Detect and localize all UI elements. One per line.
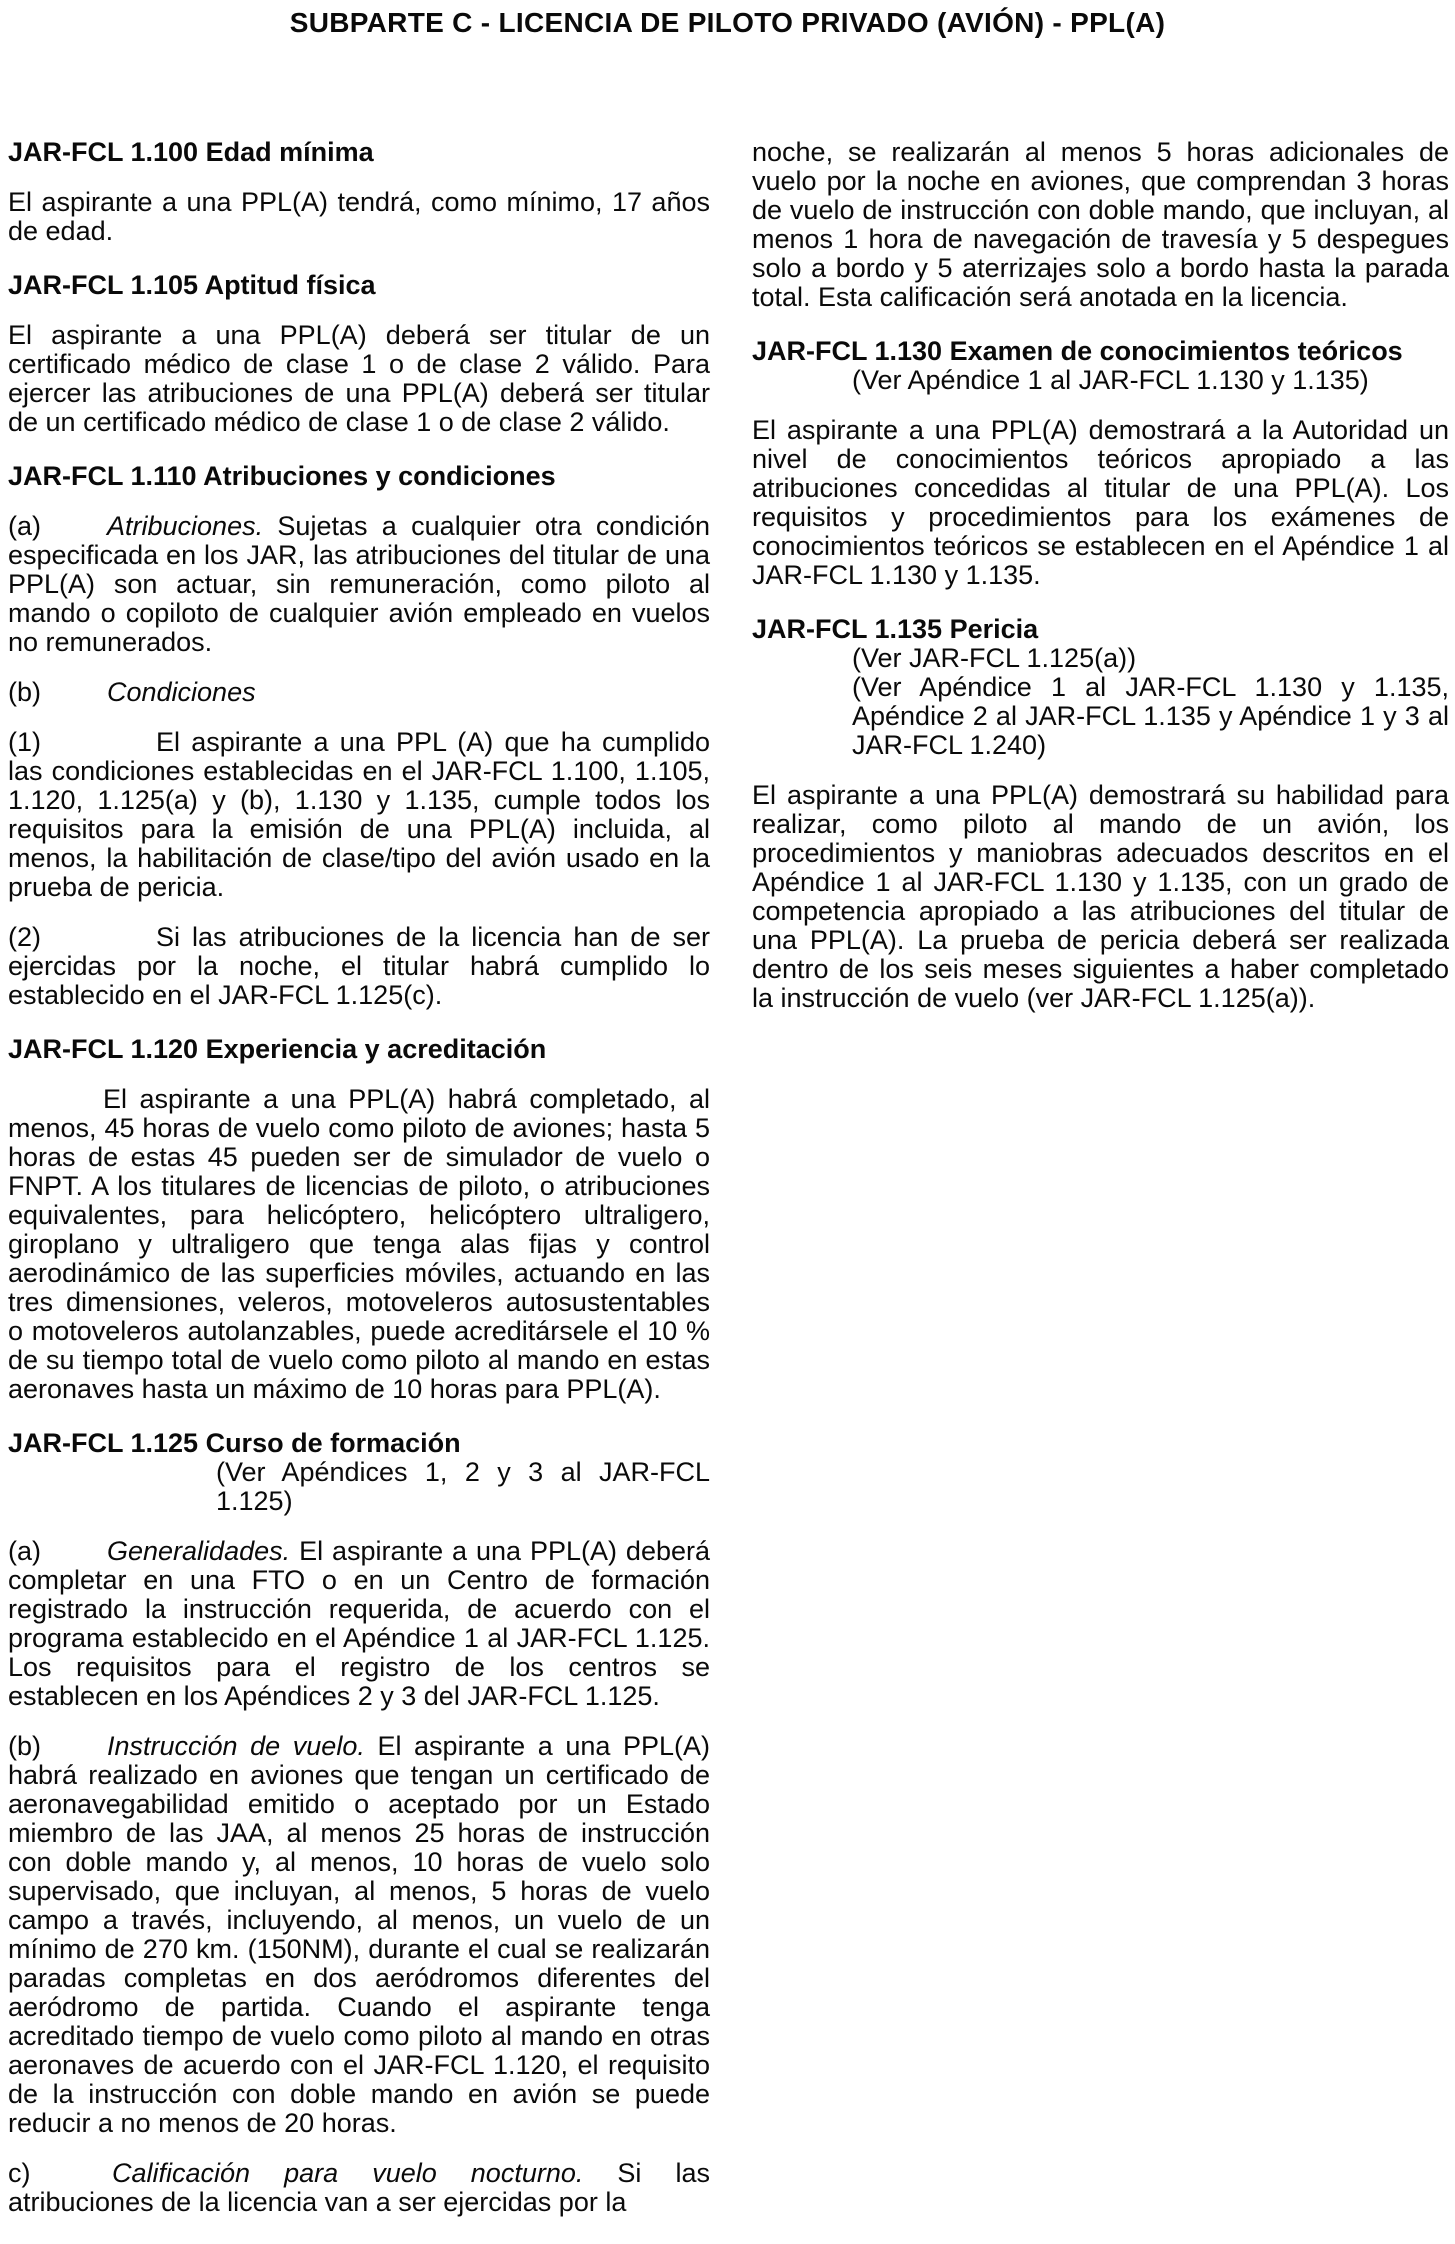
clause-b-1-110: [8, 678, 710, 707]
clause-label-b: (b): [8, 677, 41, 707]
clause-text-1: El aspirante a una PPL (A) que ha cumplido las condiciones establecidas en el JAR-FCL 1.100, 1.105, 1.120, 1.125(a) y (b), 1.130 y 1.135, cumple todos los requisitos para la emisión de una PPL(A) incluida, al menos, la habilitación de clase/tipo del avión usado en la prueba de pericia.: [8, 727, 710, 902]
clause-label-1: (1): [8, 727, 41, 757]
heading-jar-fcl-1-105: JAR-FCL 1.105 Aptitud física: [8, 270, 376, 300]
heading-jar-fcl-1-120: JAR-FCL 1.120 Experiencia y acreditación: [8, 1034, 547, 1064]
page-title: SUBPARTE C - LICENCIA DE PILOTO PRIVADO (AVIÓN) - PPL(A): [289, 7, 1166, 38]
heading-jar-fcl-1-130: JAR-FCL 1.130 Examen de conocimientos teóricos: [752, 336, 1403, 366]
clause-lead-calificacion-vuelo-nocturno: Calificación para vuelo nocturno.: [112, 2158, 584, 2188]
heading-ref-1-135-a: (Ver JAR-FCL 1.125(a)): [852, 643, 1137, 673]
right-column: [752, 138, 1449, 1013]
clause-label-a: (a): [8, 1536, 41, 1566]
clause-c-1-125: [8, 2159, 710, 2217]
clause-lead-condiciones: Condiciones: [107, 677, 256, 707]
paragraph-1-130: El aspirante a una PPL(A) demostrará a la Autoridad un nivel de conocimientos teóricos apropiado a las atribuciones concedidas al titular de una PPL(A). Los requisitos y procedimientos para los exámenes de conocimientos teóricos se establecen en el Apéndice 1 al JAR-FCL 1.130 y 1.135.: [752, 415, 1449, 590]
left-column: [8, 138, 710, 2217]
clause-text-c: Si las atribuciones de la licencia van a ser ejercidas por la: [8, 2158, 710, 2217]
clause-a-1-125: [8, 1537, 710, 1711]
clause-b1-1-110: [8, 728, 710, 902]
clause-text-b: El aspirante a una PPL(A) habrá realizado en aviones que tengan un certificado de aeronavegabilidad emitido o aceptado por un Estado miembro de las JAA, al menos 25 horas de instrucción con doble mando y, al menos, 10 horas de vuelo solo supervisado, que incluyan, al menos, 5 horas de vuelo campo a través, incluyendo, al menos, un vuelo de un mínimo de 270 km. (150NM), durante el cual se realizarán paradas completas en dos aeródromos diferentes del aeródromo de partida. Cuando el aspirante tenga acreditado tiempo de vuelo como piloto al mando en otras aeronaves de acuerdo con el JAR-FCL 1.120, el requisito de la instrucción con doble mando en avión se puede reducir a no menos de 20 horas.: [8, 1731, 710, 2138]
clause-lead-generalidades: Generalidades.: [107, 1536, 291, 1566]
clause-a-1-110: [8, 512, 710, 657]
clause-label-c: c): [8, 2158, 31, 2188]
clause-lead-atribuciones: Atribuciones.: [107, 511, 264, 541]
heading-jar-fcl-1-100: JAR-FCL 1.100 Edad mínima: [8, 137, 374, 167]
section-jar-fcl-1-125: [8, 1429, 710, 2217]
section-jar-fcl-1-120: [8, 1035, 710, 1404]
heading-ref-1-125: (Ver Apéndices 1, 2 y 3 al JAR-FCL 1.125): [216, 1457, 710, 1516]
paragraph-continuation-vuelo-nocturno: noche, se realizarán al menos 5 horas adicionales de vuelo por la noche en aviones, que comprendan 3 horas de vuelo de instrucción con doble mando, que incluyan, al menos 1 hora de navegación de travesía y 5 despegues solo a bordo y 5 aterrizajes solo a bordo hasta la parada total. Esta calificación será anotada en la licencia.: [752, 137, 1449, 312]
clause-text-a: Sujetas a cualquier otra condición especificada en los JAR, las atribuciones del titular de una PPL(A) son actuar, sin remuneración, como piloto al mando o copiloto de cualquier avión empleado en vuelos no remunerados.: [8, 511, 710, 657]
heading-ref-1-135-b: (Ver Apéndice 1 al JAR-FCL 1.130 y 1.135, Apéndice 2 al JAR-FCL 1.135 y Apéndice 1 y 3 al JAR-FCL 1.240): [852, 672, 1449, 760]
clause-label-b: (b): [8, 1731, 41, 1761]
section-jar-fcl-1-135: [752, 615, 1449, 1013]
paragraph-1-105: El aspirante a una PPL(A) deberá ser titular de un certificado médico de clase 1 o de clase 2 válido. Para ejercer las atribuciones de una PPL(A) deberá ser titular de un certificado médico de clase 1 o de clase 2 válido.: [8, 320, 710, 437]
clause-label-a: (a): [8, 511, 41, 541]
heading-ref-1-130: (Ver Apéndice 1 al JAR-FCL 1.130 y 1.135): [852, 365, 1369, 395]
heading-jar-fcl-1-135: JAR-FCL 1.135 Pericia: [752, 614, 1039, 644]
clause-text-a: El aspirante a una PPL(A) deberá completar en una FTO o en un Centro de formación registrado la instrucción requerida, de acuerdo con el programa establecido en el Apéndice 1 al JAR-FCL 1.125. Los requisitos para el registro de los centros se establecen en los Apéndices 2 y 3 del JAR-FCL 1.125.: [8, 1536, 710, 1711]
clause-lead-instruccion-de-vuelo: Instrucción de vuelo.: [107, 1731, 365, 1761]
heading-jar-fcl-1-125: JAR-FCL 1.125 Curso de formación: [8, 1428, 461, 1458]
heading-jar-fcl-1-110: JAR-FCL 1.110 Atribuciones y condiciones: [8, 461, 556, 491]
section-jar-fcl-1-110: [8, 462, 710, 1010]
two-column-layout: [0, 138, 1455, 2217]
section-jar-fcl-1-100: [8, 138, 710, 246]
paragraph-1-120: El aspirante a una PPL(A) habrá completado, al menos, 45 horas de vuelo como piloto de aviones; hasta 5 horas de estas 45 pueden ser de simulador de vuelo o FNPT. A los titulares de licencias de piloto, o atribuciones equivalentes, para helicóptero, helicóptero ultraligero, giroplano y ultraligero que tenga alas fijas y control aerodinámico de las superficies móviles, actuando en las tres dimensiones, veleros, motoveleros autosustentables o motoveleros autolanzables, puede acreditársele el 10 % de su tiempo total de vuelo como piloto al mando en estas aeronaves hasta un máximo de 10 horas para PPL(A).: [8, 1084, 710, 1404]
clause-text-2: Si las atribuciones de la licencia han de ser ejercidas por la noche, el titular habrá cumplido lo establecido en el JAR-FCL 1.125(c).: [8, 922, 710, 1010]
paragraph-1-135: El aspirante a una PPL(A) demostrará su habilidad para realizar, como piloto al mando de un avión, los procedimientos y maniobras adecuados descritos en el Apéndice 1 al JAR-FCL 1.130 y 1.135, con un grado de competencia apropiado a las atribuciones del titular de una PPL(A). La prueba de pericia deberá ser realizada dentro de los seis meses siguientes a haber completado la instrucción de vuelo (ver JAR-FCL 1.125(a)).: [752, 780, 1449, 1013]
section-jar-fcl-1-130: [752, 337, 1449, 590]
paragraph-1-100: El aspirante a una PPL(A) tendrá, como mínimo, 17 años de edad.: [8, 187, 710, 246]
clause-b2-1-110: [8, 923, 710, 1010]
clause-label-2: (2): [8, 922, 41, 952]
clause-b-1-125: [8, 1732, 710, 2138]
section-jar-fcl-1-105: [8, 271, 710, 437]
